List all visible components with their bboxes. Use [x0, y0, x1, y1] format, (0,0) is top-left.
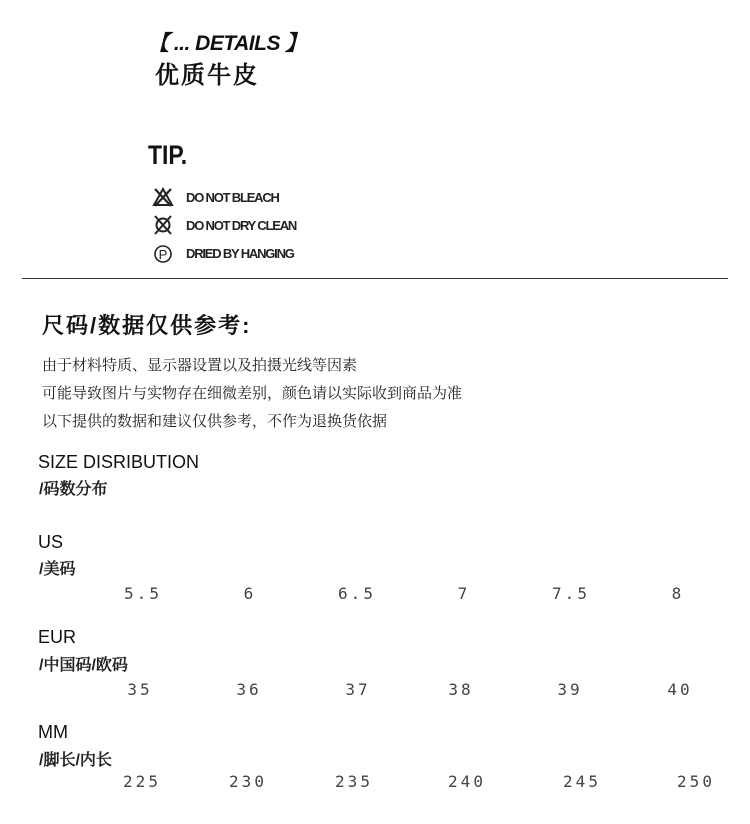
section-divider [22, 278, 728, 279]
size-value: 7.5 [552, 584, 590, 603]
row-label-us: US [38, 532, 64, 552]
details-heading: 【 ... DETAILS 】 [148, 32, 306, 55]
size-value: 6.5 [338, 584, 376, 603]
size-value: 36 [236, 680, 262, 699]
size-heading-cn: /码数分布 [39, 481, 108, 498]
row-label-eur: EUR [38, 627, 77, 647]
size-value: 240 [448, 772, 486, 791]
row-label-us-cn: /美码 [39, 561, 76, 578]
tip-heading: TIP. [148, 140, 188, 170]
note-heading: 尺码/数据仅供参考: [42, 313, 252, 338]
size-heading: SIZE DISRIBUTION [38, 452, 200, 472]
row-label-mm: MM [38, 722, 68, 742]
size-value: 40 [667, 680, 693, 699]
material-subtitle: 优质牛皮 [155, 62, 259, 89]
note-line: 以下提供的数据和建议仅供参考，不作为退换货依据 [42, 413, 388, 430]
size-value: 7 [457, 584, 471, 603]
size-value: 6 [243, 584, 257, 603]
size-value: 235 [335, 772, 373, 791]
size-value: 230 [229, 772, 267, 791]
note-line: 可能导致图片与实物存在细微差别，颜色请以实际收到商品为准 [42, 385, 463, 402]
size-value: 225 [123, 772, 161, 791]
row-label-eur-cn: /中国码/欧码 [39, 657, 128, 674]
size-value: 8 [671, 584, 685, 603]
size-value: 39 [557, 680, 583, 699]
row-label-mm-cn: /脚长/内长 [39, 752, 112, 769]
no-dry-clean-icon [152, 215, 174, 235]
size-value: 38 [448, 680, 474, 699]
size-value: 245 [563, 772, 601, 791]
care-label-no-bleach: DO NOT BLEACH [186, 190, 279, 205]
note-line: 由于材料特质、显示器设置以及拍摄光线等因素 [42, 357, 358, 374]
svg-text:P: P [158, 247, 168, 262]
care-label-hang-dry: DRIED BY HANGING [186, 246, 294, 261]
care-label-no-dry-clean: DO NOT DRY CLEAN [186, 218, 297, 233]
size-value: 35 [127, 680, 153, 699]
size-value: 5.5 [124, 584, 162, 603]
hang-dry-icon [152, 244, 174, 264]
size-value: 37 [345, 680, 371, 699]
no-bleach-icon [152, 187, 174, 207]
size-value: 250 [677, 772, 715, 791]
